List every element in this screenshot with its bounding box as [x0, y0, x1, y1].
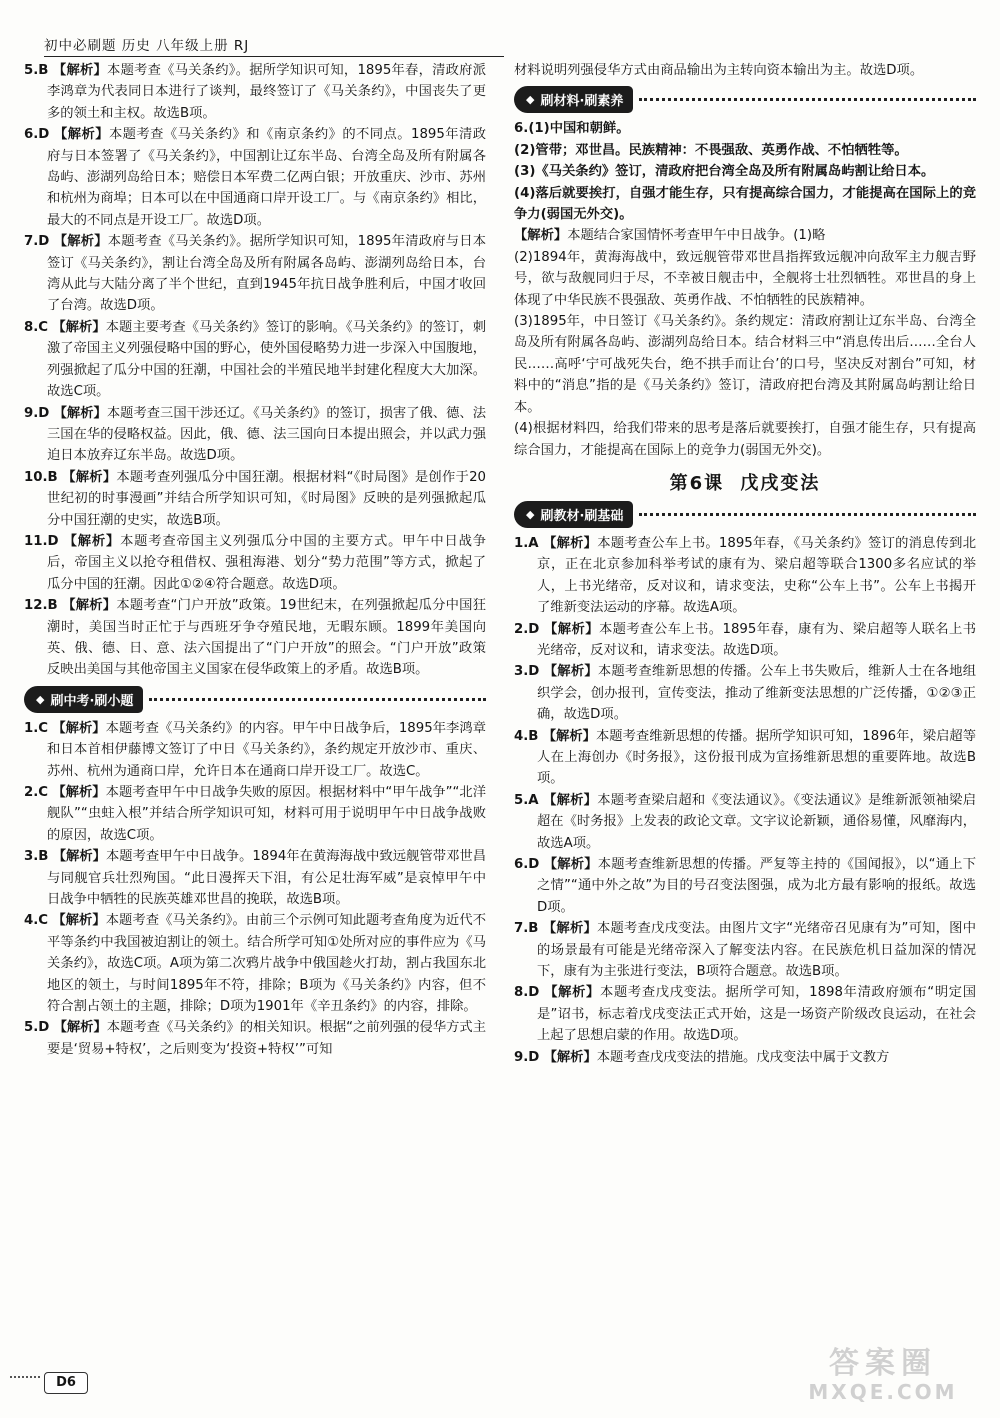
analysis-paragraph [514, 225, 976, 246]
answer-entry [514, 982, 976, 1046]
question-number: 4.B [514, 728, 539, 744]
analysis-text: 本题考查梁启超和《变法通议》。《变法通议》是维新派领袖梁启超在《时务报》上发表的政论文章。文字议论新颖，通俗易懂，风靡海内，故选A项。 [537, 792, 977, 851]
answer-line: (4)落后就要挨打，自强才能生存，只有提高综合国力，才能提高在国际上的竞争力(弱国无外交)。 [514, 185, 976, 223]
question-number: 5.B [24, 63, 49, 78]
analysis-text: 本题结合家国情怀考查甲午中日战争。(1)略 [567, 228, 826, 244]
watermark-url: MXQE.COM [808, 1380, 958, 1404]
left-column [24, 60, 486, 1060]
question-number: 1.C [24, 720, 49, 736]
answer-line: (2)管带；邓世昌。民族精神：不畏强敌、英勇作战、不怕牺牲等。 [514, 142, 908, 158]
answer-entry [24, 317, 486, 403]
analysis-text: 本题主要考查《马关条约》签订的影响。《马关条约》的签订，刺激了帝国主义列强侵略中国的野心，使外国侵略势力进一步深入中国腹地，列强掀起了瓜分中国的狂潮，中国社会的半殖民地半封建化程度大大加深。故选C项。 [47, 319, 486, 400]
question-number: 3.B [24, 849, 49, 865]
question-6-answers [514, 118, 976, 139]
answer-entry [24, 718, 486, 782]
question-number: 7.B [514, 921, 539, 937]
analysis-text: 本题考查维新思想的传播。公车上书失败后，维新人士在各地组织学会，创办报刊，宣传变法，推动了维新变法思想的广泛传播，①②③正确，故选D项。 [537, 664, 977, 723]
analysis-tag: 【解析】 [62, 598, 117, 614]
analysis-tag: 【解析】 [542, 921, 597, 937]
answer-entry [24, 403, 486, 467]
analysis-tag: 【解析】 [543, 1049, 597, 1065]
answer-entry [514, 533, 976, 619]
watermark-main: 答案圈 [829, 1346, 937, 1381]
question-number: 3.D [514, 664, 540, 680]
football-icon: ◆ [526, 507, 535, 521]
banner-badge [514, 86, 633, 113]
analysis-text: 本题考查维新思想的传播。严复等主持的《国闻报》，以“通上下之情”“通中外之故”为目的号召变法图强，成为北方最有影响的报纸。故选D项。 [537, 857, 976, 915]
question-number: 5.D [24, 1020, 50, 1036]
banner-exam-questions [24, 686, 486, 713]
analysis-text: (2)1894年，黄海海战中，致远舰管带邓世昌指挥致远舰冲向敌军主力舰吉野号，欲与敌舰同归于尽，不幸被日舰击中，全舰将士壮烈牺牲。邓世昌的身上体现了中华民族不畏强敌、英勇作战、不怕牺牲的民族精神。 [514, 249, 976, 308]
answer-entry [24, 595, 486, 681]
analysis-tag: 【解析】 [62, 469, 117, 485]
answer-entry [514, 918, 976, 982]
lesson-title: 第6课 戊戌变法 [669, 472, 821, 494]
analysis-tag: 【解析】 [52, 720, 106, 736]
question-number: 2.C [24, 785, 49, 800]
dotted-rule [639, 98, 976, 101]
question-number: 6. [514, 121, 529, 137]
banner-badge [514, 501, 633, 528]
question-number: 11.D [24, 533, 59, 549]
banner-textbook [514, 501, 976, 528]
analysis-text: 本题考查甲午中日战争。1894年在黄海海战中致远舰管带邓世昌与同舰官兵壮烈殉国。“此日漫挥天下泪，有公足壮海军威”是哀悼甲午中日战争中牺牲的民族英雄邓世昌的挽联，故选B项。 [47, 849, 486, 908]
dotted-rule [149, 698, 486, 701]
question-number: 12.B [24, 598, 58, 614]
question-number: 10.B [24, 469, 58, 485]
analysis-tag: 【解析】 [543, 792, 598, 808]
page-number: D6 [44, 1372, 88, 1394]
analysis-tag: 【解析】 [54, 127, 109, 143]
analysis-tag: 【解析】 [514, 228, 568, 244]
analysis-paragraph [514, 311, 976, 418]
football-icon: ◆ [36, 692, 45, 706]
question-number: 6.D [24, 127, 50, 143]
question-number: 8.D [514, 985, 540, 1001]
answer-entry [24, 124, 486, 231]
banner-badge [24, 686, 143, 713]
analysis-text: 本题考查《马关条约》。据所学知识可知，1895年春，清政府派李鸿章为代表同日本进行了谈判，最终签订了《马关条约》，中国丧失了更多的领土和主权。故选B项。 [47, 63, 486, 121]
question-6 [514, 118, 976, 461]
analysis-text: 本题考查公车上书。1895年春，《马关条约》签订的消息传到北京，正在北京参加科举考试的康有为、梁启超等联合1300多名应试的举人，上书光绪帝，反对议和，请求变法，史称“公车上书”。公车上书揭开了维新变法运动的序幕。故选A项。 [537, 535, 977, 616]
answer-entry [24, 910, 486, 1017]
analysis-text: 本题考查《马关条约》的内容。甲午中日战争后，1895年李鸿章和日本首相伊藤博文签订了中日《马关条约》，条约规定开放沙市、重庆、苏州、杭州为通商口岸，允许日本在通商口岸开设工厂。故选C。 [47, 720, 486, 779]
analysis-tag: 【解析】 [544, 985, 600, 1001]
analysis-tag: 【解析】 [543, 857, 598, 872]
analysis-text: 本题考查戊戌变法的措施。戊戌变法中属于文教方 [596, 1049, 890, 1065]
right-column [514, 60, 976, 1068]
answer-entry [514, 790, 976, 854]
analysis-tag: 【解析】 [542, 728, 596, 744]
analysis-text: 本题考查《马关条约》。由前三个示例可知此题考查角度为近代不平等条约中我国被迫割让的领土。结合所学可知①处所对应的事件应为《马关条约》，故选C项。A项为第二次鸦片战争中俄国趁火打劫，割占我国东北地区的领土，与时间1895年不符，排除；B项为《马关条约》内容，但不符合割占领土的主题，排除；D项为1901年《辛丑条约》的内容，排除。 [47, 913, 486, 1015]
banner-label: 刷中考·刷小题 [50, 693, 134, 709]
analysis-tag: 【解析】 [543, 535, 598, 551]
answer-line: (1)中国和朝鲜。 [528, 121, 630, 137]
analysis-text: 本题考查戊戌变法。据所学可知，1898年清政府颁布“明定国是”诏书，标志着戊戌变法正式开始，这是一场资产阶级改良运动，在社会上起了思想启蒙的作用。故选D项。 [537, 985, 976, 1044]
analysis-tag: 【解析】 [52, 785, 106, 800]
analysis-tag: 【解析】 [53, 1020, 107, 1036]
analysis-text: 本题考查戊戌变法。由图片文字“光绪帝召见康有为”可知，图中的场景最有可能是光绪帝深入了解变法内容。在民族危机日益加深的情况下，康有为主张进行变法，B项符合题意。故选B项。 [537, 921, 976, 980]
analysis-tag: 【解析】 [544, 621, 599, 637]
corner-decoration [10, 1376, 40, 1380]
analysis-tag: 【解析】 [53, 405, 107, 421]
analysis-text: 本题考查甲午中日战争失败的原因。根据材料中“甲午战争”“北洋舰队”“虫蛀入根”并结合所学知识可知，材料可用于说明甲午中日战争战败的原因，故选C项。 [47, 785, 487, 843]
left-entries-a [24, 60, 486, 681]
answer-entry [24, 60, 486, 124]
answer-entry [24, 782, 486, 846]
question-number: 9.D [514, 1049, 540, 1065]
analysis-tag: 【解析】 [543, 664, 598, 680]
analysis-tag: 【解析】 [52, 319, 106, 335]
question-6-analysis [514, 225, 976, 460]
question-number: 9.D [24, 405, 50, 421]
watermark [778, 1346, 988, 1410]
answer-entry [514, 661, 976, 725]
analysis-text: 本题考查《马关条约》。据所学知识可知，1895年清政府与日本签订《马关条约》，割让台湾全岛及所有附属各岛屿、澎湖列岛给日本，台湾从此与大陆分离了半个世纪，直到1945年抗日战争胜利后，中国才收回了台湾。故选D项。 [47, 234, 486, 314]
analysis-text: (3)1895年，中日签订《马关条约》。条约规定：清政府割让辽东半岛、台湾全岛及所有附属各岛屿、澎湖列岛给日本。结合材料三中“消息传出后……全台人民……高呼‘宁可战死失台，绝不拱手而让台’的口号，坚决反对割台”可知，材料中的“消息”指的是《马关条约》签订，清政府把台湾及其附属岛屿割让给日本。 [514, 314, 976, 415]
analysis-text: 本题考查帝国主义列强瓜分中国的主要方式。甲午中日战争后，帝国主义以抢夺租借权、强租海港、划分“势力范围”等方式，掀起了瓜分中国的狂潮。因此①②④符合题意。故选D项。 [47, 533, 487, 592]
continuation-text: 材料说明列强侵华方式由商品输出为主转向资本输出为主。故选D项。 [514, 63, 924, 78]
analysis-text: 本题考查公车上书。1895年春，康有为、梁启超等人联名上书光绪帝，反对议和，请求变法。故选D项。 [537, 621, 977, 658]
answer-entry [514, 726, 976, 790]
analysis-paragraph [514, 247, 976, 311]
analysis-paragraph [514, 418, 976, 461]
banner-label: 刷教材·刷基础 [540, 508, 624, 524]
answer-entry [514, 619, 976, 662]
football-icon: ◆ [526, 93, 535, 107]
answer-entry [514, 854, 976, 918]
right-entries [514, 533, 976, 1068]
left-entries-b [24, 718, 486, 1061]
analysis-text: 本题考查《马关条约》和《南京条约》的不同点。1895年清政府与日本签署了《马关条约》，中国割让辽东半岛、台湾全岛及所有附属各岛屿、澎湖列岛给日本；赔偿日本军费二亿两白银；开放重庆、沙市、苏州和杭州为商埠；日本可以在中国通商口岸开设工厂。与《南京条约》相比，最大的不同点是开设工厂。故选D项。 [47, 127, 487, 228]
analysis-text: (4)根据材料四，给我们带来的思考是落后就要挨打，自强才能生存，只有提高综合国力，才能提高在国际上的竞争力(弱国无外交)。 [514, 421, 976, 458]
dotted-rule [639, 513, 976, 516]
analysis-text: 本题考查《马关条约》的相关知识。根据“之前列强的侵华方式主要是‘贸易+特权’，之后则变为‘投资+特权’”可知 [47, 1020, 487, 1057]
answer-entry [24, 231, 486, 317]
question-number: 2.D [514, 621, 540, 637]
answer-entry [24, 846, 486, 910]
question-number: 6.D [514, 857, 540, 872]
analysis-tag: 【解析】 [53, 234, 108, 250]
question-number: 4.C [24, 913, 49, 929]
answer-entry [24, 1017, 486, 1060]
banner-label: 刷材料·刷素养 [540, 94, 624, 110]
analysis-text: 本题考查三国干涉还辽。《马关条约》的签订，损害了俄、德、法三国在华的侵略权益。因此，俄、德、法三国向日本提出照会，并以武力强迫日本放弃辽东半岛。故选D项。 [47, 405, 487, 464]
question-number: 5.A [514, 792, 539, 808]
analysis-tag: 【解析】 [52, 849, 106, 865]
question-number: 8.C [24, 319, 49, 335]
analysis-text: 本题考查列强瓜分中国狂潮。根据材料“《时局图》是创作于20世纪初的时事漫画”并结合所学知识可知，《时局图》反映的是列强掀起瓜分中国狂潮的史实，故选B项。 [47, 469, 486, 528]
analysis-tag: 【解析】 [52, 913, 106, 929]
question-number: 1.A [514, 535, 539, 551]
analysis-tag: 【解析】 [63, 533, 121, 549]
banner-materials [514, 86, 976, 113]
answer-entry [24, 467, 486, 531]
answer-line: (3)《马关条约》签订，清政府把台湾全岛及所有附属岛屿割让给日本。 [514, 164, 935, 180]
answer-entry [24, 531, 486, 595]
analysis-text: 本题考查维新思想的传播。据所学知识可知，1896年，梁启超等人在上海创办《时务报》，这份报刊成为宣扬维新思想的重要阵地。故选B项。 [537, 728, 976, 787]
answer-entry [514, 1047, 976, 1068]
analysis-tag: 【解析】 [52, 63, 108, 78]
question-number: 7.D [24, 234, 50, 250]
analysis-text: 本题考查“门户开放”政策。19世纪末，在列强掀起瓜分中国狂潮时，美国当时正忙于与西班牙争夺殖民地，无暇东顾。1899年美国向英、俄、德、日、意、法六国提出了“门户开放”的照会。“门户开放”政策反映出美国与其他帝国主义国家在侵华政策上的矛盾。故选B项。 [47, 598, 487, 678]
page-header: 初中必刷题 历史 八年级上册 RJ [44, 34, 504, 57]
